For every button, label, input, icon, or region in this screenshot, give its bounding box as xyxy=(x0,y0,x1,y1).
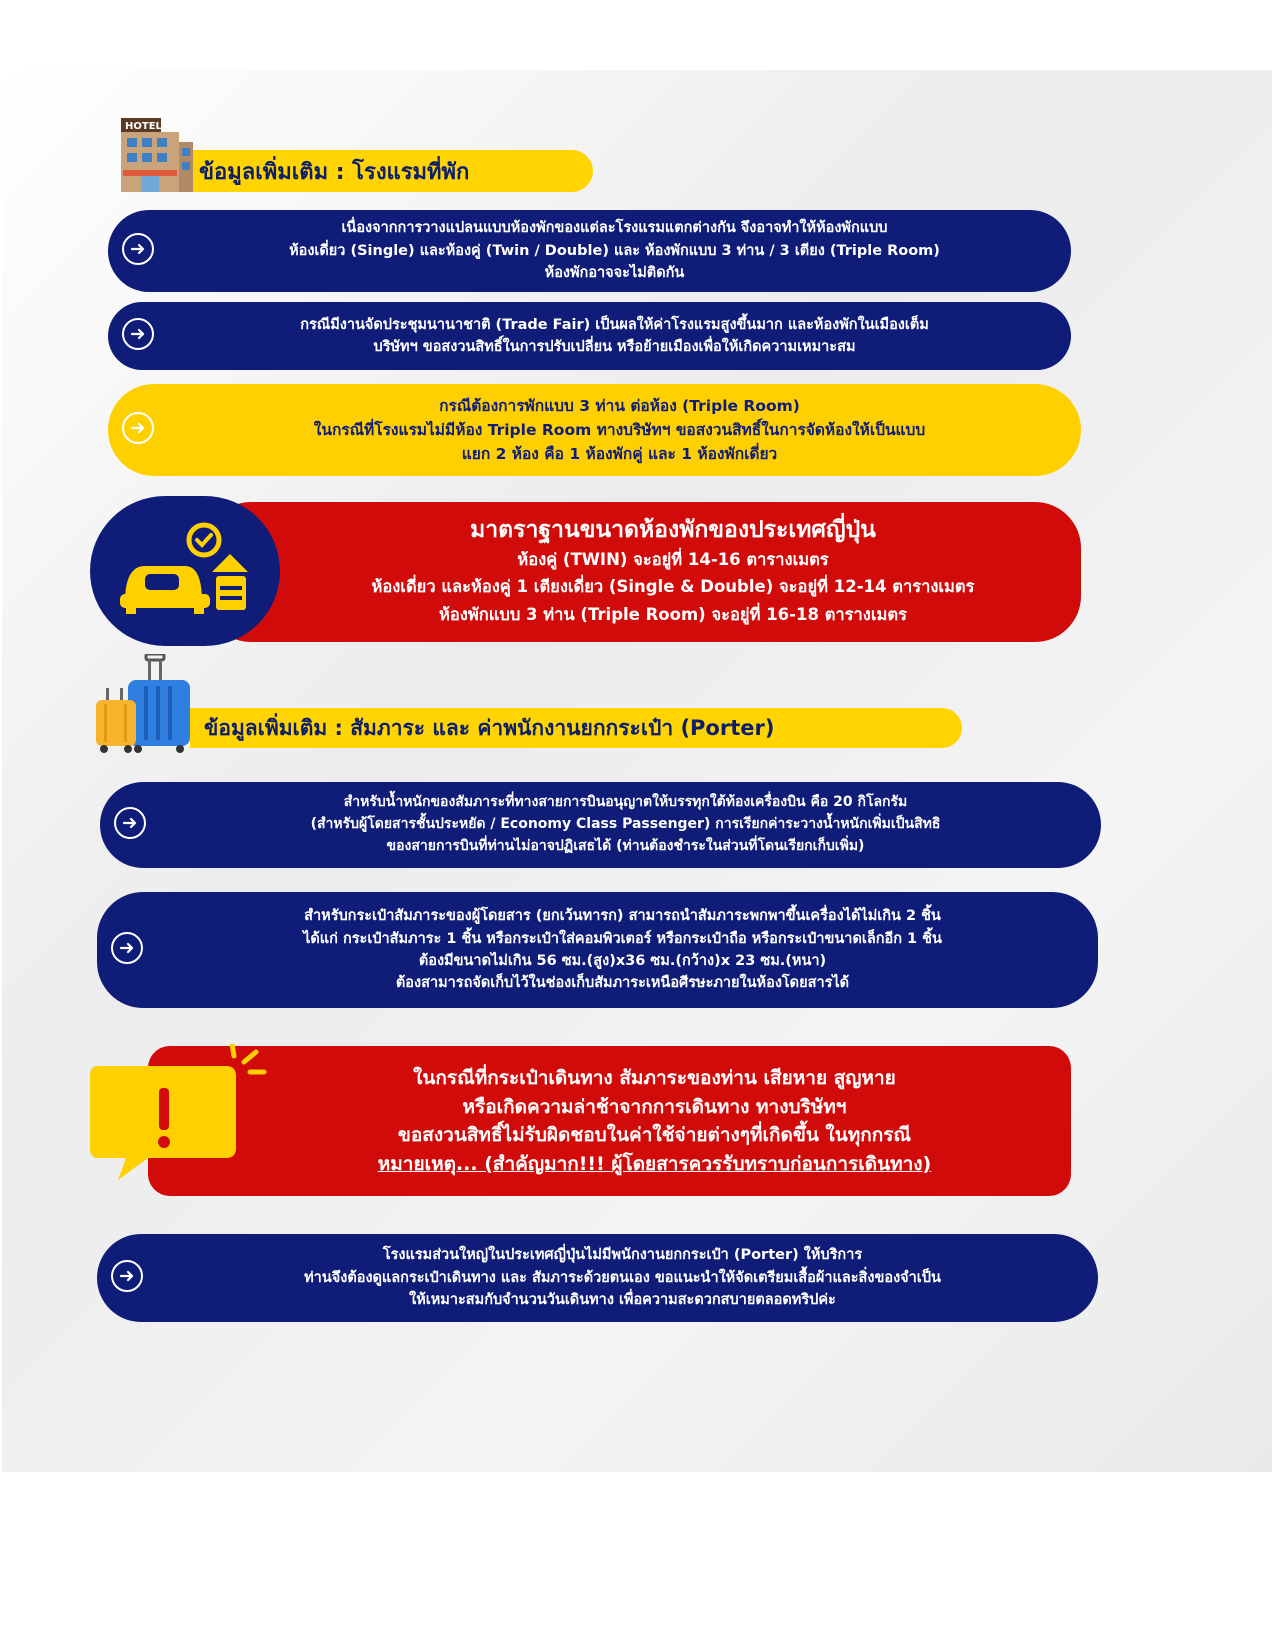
hotel-section-heading xyxy=(185,150,593,192)
luggage-note-1-line-2: (สำหรับผู้โดยสารชั้นประหยัด / Economy Class Passenger) การเรียกค่าระวางน้ำหนักเพิ่มเป็นสิทธิ xyxy=(310,816,941,833)
hotel-section-title: ข้อมูลเพิ่มเติม : โรงแรมที่พัก xyxy=(199,159,470,185)
room-size-standard xyxy=(205,502,1081,642)
hotel-note-1-line-2: ห้องเดี่ยว (Single) และห้องคู่ (Twin / Double) และ ห้องพักแบบ 3 ท่าน / 3 เตียง (Triple Room) xyxy=(289,242,940,259)
luggage-icon xyxy=(94,654,194,754)
arrow-right-icon xyxy=(111,932,143,964)
warning-line-2: หรือเกิดความล่าช้าจากการเดินทาง ทางบริษัทฯ xyxy=(462,1095,847,1118)
room-size-single-double: ห้องเดี่ยว และห้องคู่ 1 เตียงเดี่ยว (Single & Double) จะอยู่ที่ 12-14 ตารางเมตร xyxy=(371,577,975,597)
luggage-note-2-line-3: ต้องมีขนาดไม่เกิน 56 ซม.(สูง)x36 ซม.(กว้าง)x 23 ซม.(หนา) xyxy=(418,953,827,969)
hotel-note-2-line-1: กรณีมีงานจัดประชุมนานาชาติ (Trade Fair) เป็นผลให้ค่าโรงแรมสูงขึ้นมาก และห้องพักในเมืองเต็ม xyxy=(300,316,929,333)
luggage-damage-warning xyxy=(148,1046,1071,1196)
hotel-building-icon xyxy=(115,118,195,196)
hotel-note-3-line-2: ในกรณีที่โรงแรมไม่มีห้อง Triple Room ทางบริษัทฯ ขอสงวนสิทธิ์ในการจัดห้องให้เป็นแบบ xyxy=(313,420,926,439)
luggage-note-1-line-3: ของสายการบินที่ท่านไม่อาจปฏิเสธได้ (ท่านต้องชำระในส่วนที่โดนเรียกเก็บเพิ่ม) xyxy=(386,837,865,854)
hotel-note-3-line-3: แยก 2 ห้อง คือ 1 ห้องพักคู่ และ 1 ห้องพักเดี่ยว xyxy=(461,445,778,463)
porter-note-line-3: ให้เหมาะสมกับจำนวนวันเดินทาง เพื่อความสะดวกสบายตลอดทริปค่ะ xyxy=(409,1292,836,1309)
porter-note xyxy=(97,1234,1098,1322)
hotel-note-trade-fair xyxy=(108,302,1071,370)
porter-note-line-1: โรงแรมส่วนใหญ่ในประเทศญี่ปุ่นไม่มีพนักงานยกกระเป๋า (Porter) ให้บริการ xyxy=(382,1247,863,1264)
warning-line-3: ขอสงวนสิทธิ์ไม่รับผิดชอบในค่าใช้จ่ายต่างๆที่เกิดขึ้น ในทุกกรณี xyxy=(397,1124,912,1146)
room-size-twin: ห้องคู่ (TWIN) จะอยู่ที่ 14-16 ตารางเมตร xyxy=(517,550,829,570)
warning-note: หมายเหตุ... (สำคัญมาก!!! ผู้โดยสารควรรับทราบก่อนการเดินทาง) xyxy=(377,1152,932,1175)
hotel-sign-text: HOTEL xyxy=(125,121,162,132)
porter-note-line-2: ท่านจึงต้องดูแลกระเป๋าเดินทาง และ สัมภาระด้วยตนเอง ขอแนะนำให้จัดเตรียมเสื้อผ้าและสิ่งของจำเป็น xyxy=(304,1269,941,1286)
arrow-right-icon xyxy=(122,318,154,350)
room-size-triple: ห้องพักแบบ 3 ท่าน (Triple Room) จะอยู่ที่ 16-18 ตารางเมตร xyxy=(439,604,907,624)
luggage-note-carry-on xyxy=(97,892,1098,1008)
hotel-note-1-line-3: ห้องพักอาจจะไม่ติดกัน xyxy=(544,265,685,282)
luggage-note-1-line-1: สำหรับน้ำหนักของสัมภาระที่ทางสายการบินอนุญาตให้บรรทุกใต้ท้องเครื่องบิน คือ 20 กิโลกรัม xyxy=(343,794,908,811)
arrow-right-icon xyxy=(111,1260,143,1292)
exclamation-speech-bubble-icon xyxy=(88,1044,268,1184)
hotel-note-1-line-1: เนื่องจากการวางแปลนแบบห้องพักของแต่ละโรงแรมแตกต่างกัน จึงอาจทำให้ห้องพักแบบ xyxy=(341,220,888,237)
arrow-right-icon xyxy=(114,807,146,839)
luggage-section-title: ข้อมูลเพิ่มเติม : สัมภาระ และ ค่าพนักงานยกกระเป๋า (Porter) xyxy=(204,715,775,740)
arrow-right-icon xyxy=(122,412,154,444)
hotel-note-triple-room xyxy=(108,384,1081,476)
hotel-note-3-line-1: กรณีต้องการพักแบบ 3 ท่าน ต่อห้อง (Triple Room) xyxy=(439,396,800,415)
luggage-note-2-line-2: ได้แก่ กระเป๋าสัมภาระ 1 ชิ้น หรือกระเป๋าใส่คอมพิวเตอร์ หรือกระเป๋าถือ หรือกระเป๋าขนาดเล็กอีก 1 ชิ้น xyxy=(303,930,942,947)
hotel-note-2-line-2: บริษัทฯ ขอสงวนสิทธิ์ในการปรับเปลี่ยน หรือย้ายเมืองเพื่อให้เกิดความเหมาะสม xyxy=(373,339,856,355)
luggage-note-weight xyxy=(100,782,1101,868)
bed-luggage-icon xyxy=(90,496,280,646)
luggage-section-heading xyxy=(190,708,962,748)
hotel-note-room-layout xyxy=(108,210,1071,292)
luggage-note-2-line-4: ต้องสามารถจัดเก็บไว้ในช่องเก็บสัมภาระเหนือศีรษะภายในห้องโดยสารได้ xyxy=(395,975,850,992)
room-size-title: มาตราฐานขนาดห้องพักของประเทศญี่ปุ่น xyxy=(470,517,876,544)
luggage-note-2-line-1: สำหรับกระเป๋าสัมภาระของผู้โดยสาร (ยกเว้นทารก) สามารถนำสัมภาระพกพาขึ้นเครื่องได้ไม่เกิน 2 ชิ้น xyxy=(304,908,941,925)
warning-line-1: ในกรณีที่กระเป๋าเดินทาง สัมภาระของท่าน เสียหาย สูญหาย xyxy=(413,1067,896,1089)
arrow-right-icon xyxy=(122,233,154,265)
